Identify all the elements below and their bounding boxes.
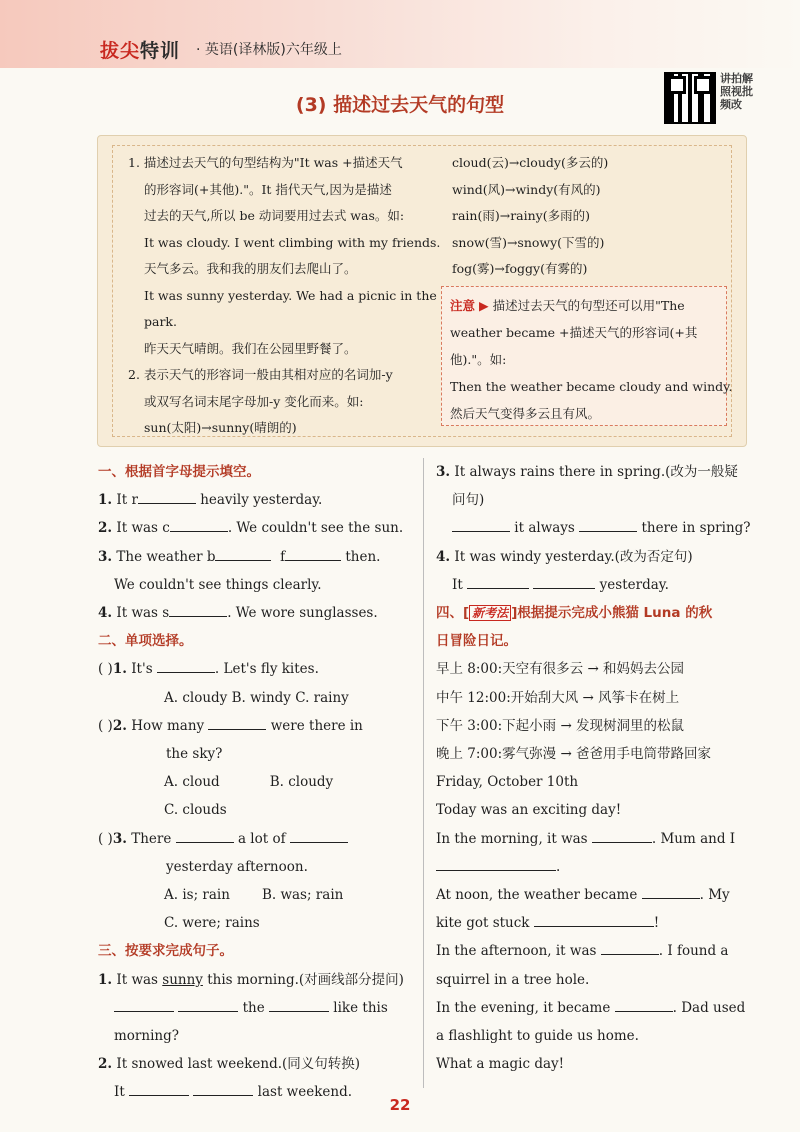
note-line: Then the weather became cloudy and windy. bbox=[450, 379, 733, 394]
tip-line: sun(太阳)→sunny(晴朗的) bbox=[144, 420, 297, 435]
diary-line: a flashlight to guide us home. bbox=[436, 1028, 639, 1045]
answer-bracket[interactable]: ( ) bbox=[98, 661, 113, 678]
part2-q2-options: A. cloud B. cloudy bbox=[164, 774, 334, 791]
diary-line: At noon, the weather became . My bbox=[436, 881, 748, 909]
tip-line: park. bbox=[144, 314, 177, 329]
tip-line: 1. 描述过去天气的句型结构为"It was +描述天气 bbox=[128, 155, 403, 170]
part2-q2-option-c: C. clouds bbox=[164, 802, 227, 819]
tip-line: 昨天天气晴朗。我们在公园里野餐了。 bbox=[144, 340, 357, 356]
diary-line: In the evening, it became . Dad used bbox=[436, 994, 748, 1022]
part2-q1-options: A. cloudy B. windy C. rainy bbox=[164, 689, 349, 706]
note-line: weather became +描述天气的形容词(+其 bbox=[450, 325, 698, 340]
answer-blank[interactable] bbox=[452, 517, 510, 532]
note-line: 他)."。如: bbox=[450, 352, 507, 367]
part3-q3: 3. It always rains there in spring.(改为一般疑 bbox=[436, 464, 738, 480]
answer-blank[interactable] bbox=[193, 1081, 253, 1096]
part3-q1: 1. It was sunny this morning.(对画线部分提问) bbox=[98, 971, 404, 988]
tip-line: 的形容词(+其他)."。It 指代天气,因为是描述 bbox=[144, 181, 392, 197]
answer-blank[interactable] bbox=[285, 546, 341, 561]
part3-q4: 4. It was windy yesterday.(改为否定句) bbox=[436, 548, 693, 565]
answer-blank[interactable] bbox=[269, 997, 329, 1012]
diary-line: Today was an exciting day! bbox=[436, 802, 622, 819]
part2-q3: ( )3. There a lot of bbox=[98, 825, 410, 853]
page-number: 22 bbox=[389, 1096, 411, 1114]
diary-line: . bbox=[436, 853, 748, 881]
answer-blank[interactable] bbox=[176, 828, 234, 843]
answer-blank[interactable] bbox=[436, 856, 556, 871]
diary-line: In the morning, it was . Mum and I bbox=[436, 825, 748, 853]
part3-q1-answer: the like this bbox=[98, 994, 410, 1022]
part2-q2: ( )2. How many were there in bbox=[98, 712, 410, 740]
answer-blank[interactable] bbox=[467, 574, 529, 589]
part4-heading-cont: 日冒险日记。 bbox=[436, 633, 517, 650]
diary-line: kite got stuck ! bbox=[436, 909, 748, 937]
column-divider bbox=[423, 458, 424, 1088]
series-title: · 英语(译林版)六年级上 bbox=[196, 42, 342, 58]
tip-left-column bbox=[128, 150, 441, 442]
part1-q4: 4. It was s . We wore sunglasses. bbox=[98, 599, 410, 627]
note-arrow-icon: ▶ bbox=[479, 298, 489, 313]
answer-blank[interactable] bbox=[615, 997, 673, 1012]
answer-blank[interactable] bbox=[114, 997, 174, 1012]
answer-blank[interactable] bbox=[169, 602, 227, 617]
section-title: (3) 描述过去天气的句型 bbox=[295, 94, 505, 116]
part1-q2: 2. It was c . We couldn't see the sun. bbox=[98, 514, 410, 542]
tip-line: It was sunny yesterday. We had a picnic in the bbox=[144, 287, 437, 303]
tip-line: snow(雪)→snowy(下雪的) bbox=[452, 234, 605, 250]
part3-q3-cont: 问句) bbox=[452, 492, 485, 509]
tip-line: wind(风)→windy(有风的) bbox=[452, 181, 601, 197]
tip-line: 2. 表示天气的形容词一般由其相对应的名词加-y bbox=[128, 367, 393, 382]
diary-date: Friday, October 10th bbox=[436, 774, 579, 791]
diary-line: squirrel in a tree hole. bbox=[436, 971, 590, 988]
answer-blank[interactable] bbox=[138, 489, 196, 504]
note-line: 描述过去天气的句型还可以用"The bbox=[492, 298, 685, 313]
answer-blank[interactable] bbox=[170, 517, 228, 532]
part2-q1: ( )1. It's . Let's fly kites. bbox=[98, 655, 410, 683]
part3-q2-answer: It last weekend. bbox=[98, 1078, 410, 1106]
part2-q2-cont: the sky? bbox=[166, 746, 223, 763]
tip-line: cloud(云)→cloudy(多云的) bbox=[452, 155, 609, 170]
diary-line: In the afternoon, it was . I found a bbox=[436, 937, 748, 965]
answer-blank[interactable] bbox=[178, 997, 238, 1012]
answer-bracket[interactable]: ( ) bbox=[98, 717, 113, 734]
part4-prompt: 下午 3:00:下起小雨 → 发现树洞里的松鼠 bbox=[436, 717, 685, 734]
part3-q2: 2. It snowed last weekend.(同义句转换) bbox=[98, 1056, 361, 1073]
part1-q3: 3. The weather b f then. bbox=[98, 543, 410, 571]
answer-blank[interactable] bbox=[215, 546, 271, 561]
part4-prompt: 中午 12:00:开始刮大风 → 风筝卡在树上 bbox=[436, 689, 680, 706]
answer-blank[interactable] bbox=[208, 715, 266, 730]
part2-q3-option-c: C. were; rains bbox=[164, 915, 260, 932]
note-text bbox=[450, 292, 733, 427]
part1-q3-cont: We couldn't see things clearly. bbox=[114, 576, 322, 593]
part2-q3-options: A. is; rain B. was; rain bbox=[164, 887, 344, 904]
part4-prompt: 晚上 7:00:雾气弥漫 → 爸爸用手电筒带路回家 bbox=[436, 746, 712, 763]
diary-line: What a magic day! bbox=[436, 1056, 565, 1073]
qr-label: 讲拍解照视批频改 bbox=[720, 72, 753, 111]
answer-blank[interactable] bbox=[157, 658, 215, 673]
answer-blank[interactable] bbox=[290, 828, 348, 843]
tip-line: 或双写名词末尾字母加-y 变化而来。如: bbox=[144, 393, 364, 409]
note-tag: 注意 bbox=[450, 298, 476, 313]
tip-right-column bbox=[452, 150, 727, 283]
qr-code-icon bbox=[664, 72, 716, 124]
answer-blank[interactable] bbox=[129, 1081, 189, 1096]
part3-q3-answer: it always there in spring? bbox=[436, 514, 748, 542]
left-column bbox=[98, 458, 410, 1107]
answer-blank[interactable] bbox=[579, 517, 637, 532]
tip-line: rain(雨)→rainy(多雨的) bbox=[452, 208, 590, 223]
tip-line: fog(雾)→foggy(有雾的) bbox=[452, 261, 588, 276]
part3-heading: 三、按要求完成句子。 bbox=[98, 943, 233, 960]
part2-heading: 二、单项选择。 bbox=[98, 633, 193, 650]
right-column bbox=[436, 458, 751, 1078]
answer-bracket[interactable]: ( ) bbox=[98, 830, 113, 847]
part1-heading: 一、根据首字母提示填空。 bbox=[98, 464, 260, 480]
note-line: 然后天气变得多云且有风。 bbox=[450, 406, 601, 421]
answer-blank[interactable] bbox=[534, 912, 654, 927]
part3-q4-answer: It yesterday. bbox=[436, 571, 748, 599]
answer-blank[interactable] bbox=[592, 828, 652, 843]
tip-line: It was cloudy. I went climbing with my friends. bbox=[144, 234, 441, 250]
answer-blank[interactable] bbox=[601, 940, 659, 955]
part4-prompt: 早上 8:00:天空有很多云 → 和妈妈去公园 bbox=[436, 661, 685, 678]
answer-blank[interactable] bbox=[642, 884, 700, 899]
answer-blank[interactable] bbox=[533, 574, 595, 589]
part4-heading: 四、[ 新考法 ]根据提示完成小熊猫 Luna 的秋 bbox=[436, 605, 713, 622]
part2-q3-cont: yesterday afternoon. bbox=[166, 858, 308, 875]
brand-logo: 拔尖特训 bbox=[100, 40, 181, 62]
part3-q1-cont: morning? bbox=[114, 1028, 179, 1045]
tip-line: 过去的天气,所以 be 动词要用过去式 was。如: bbox=[144, 208, 405, 223]
tip-line: 天气多云。我和我的朋友们去爬山了。 bbox=[144, 261, 357, 276]
part1-q1: 1. It r heavily yesterday. bbox=[98, 486, 410, 514]
new-exam-tag: 新考法 bbox=[469, 605, 511, 621]
